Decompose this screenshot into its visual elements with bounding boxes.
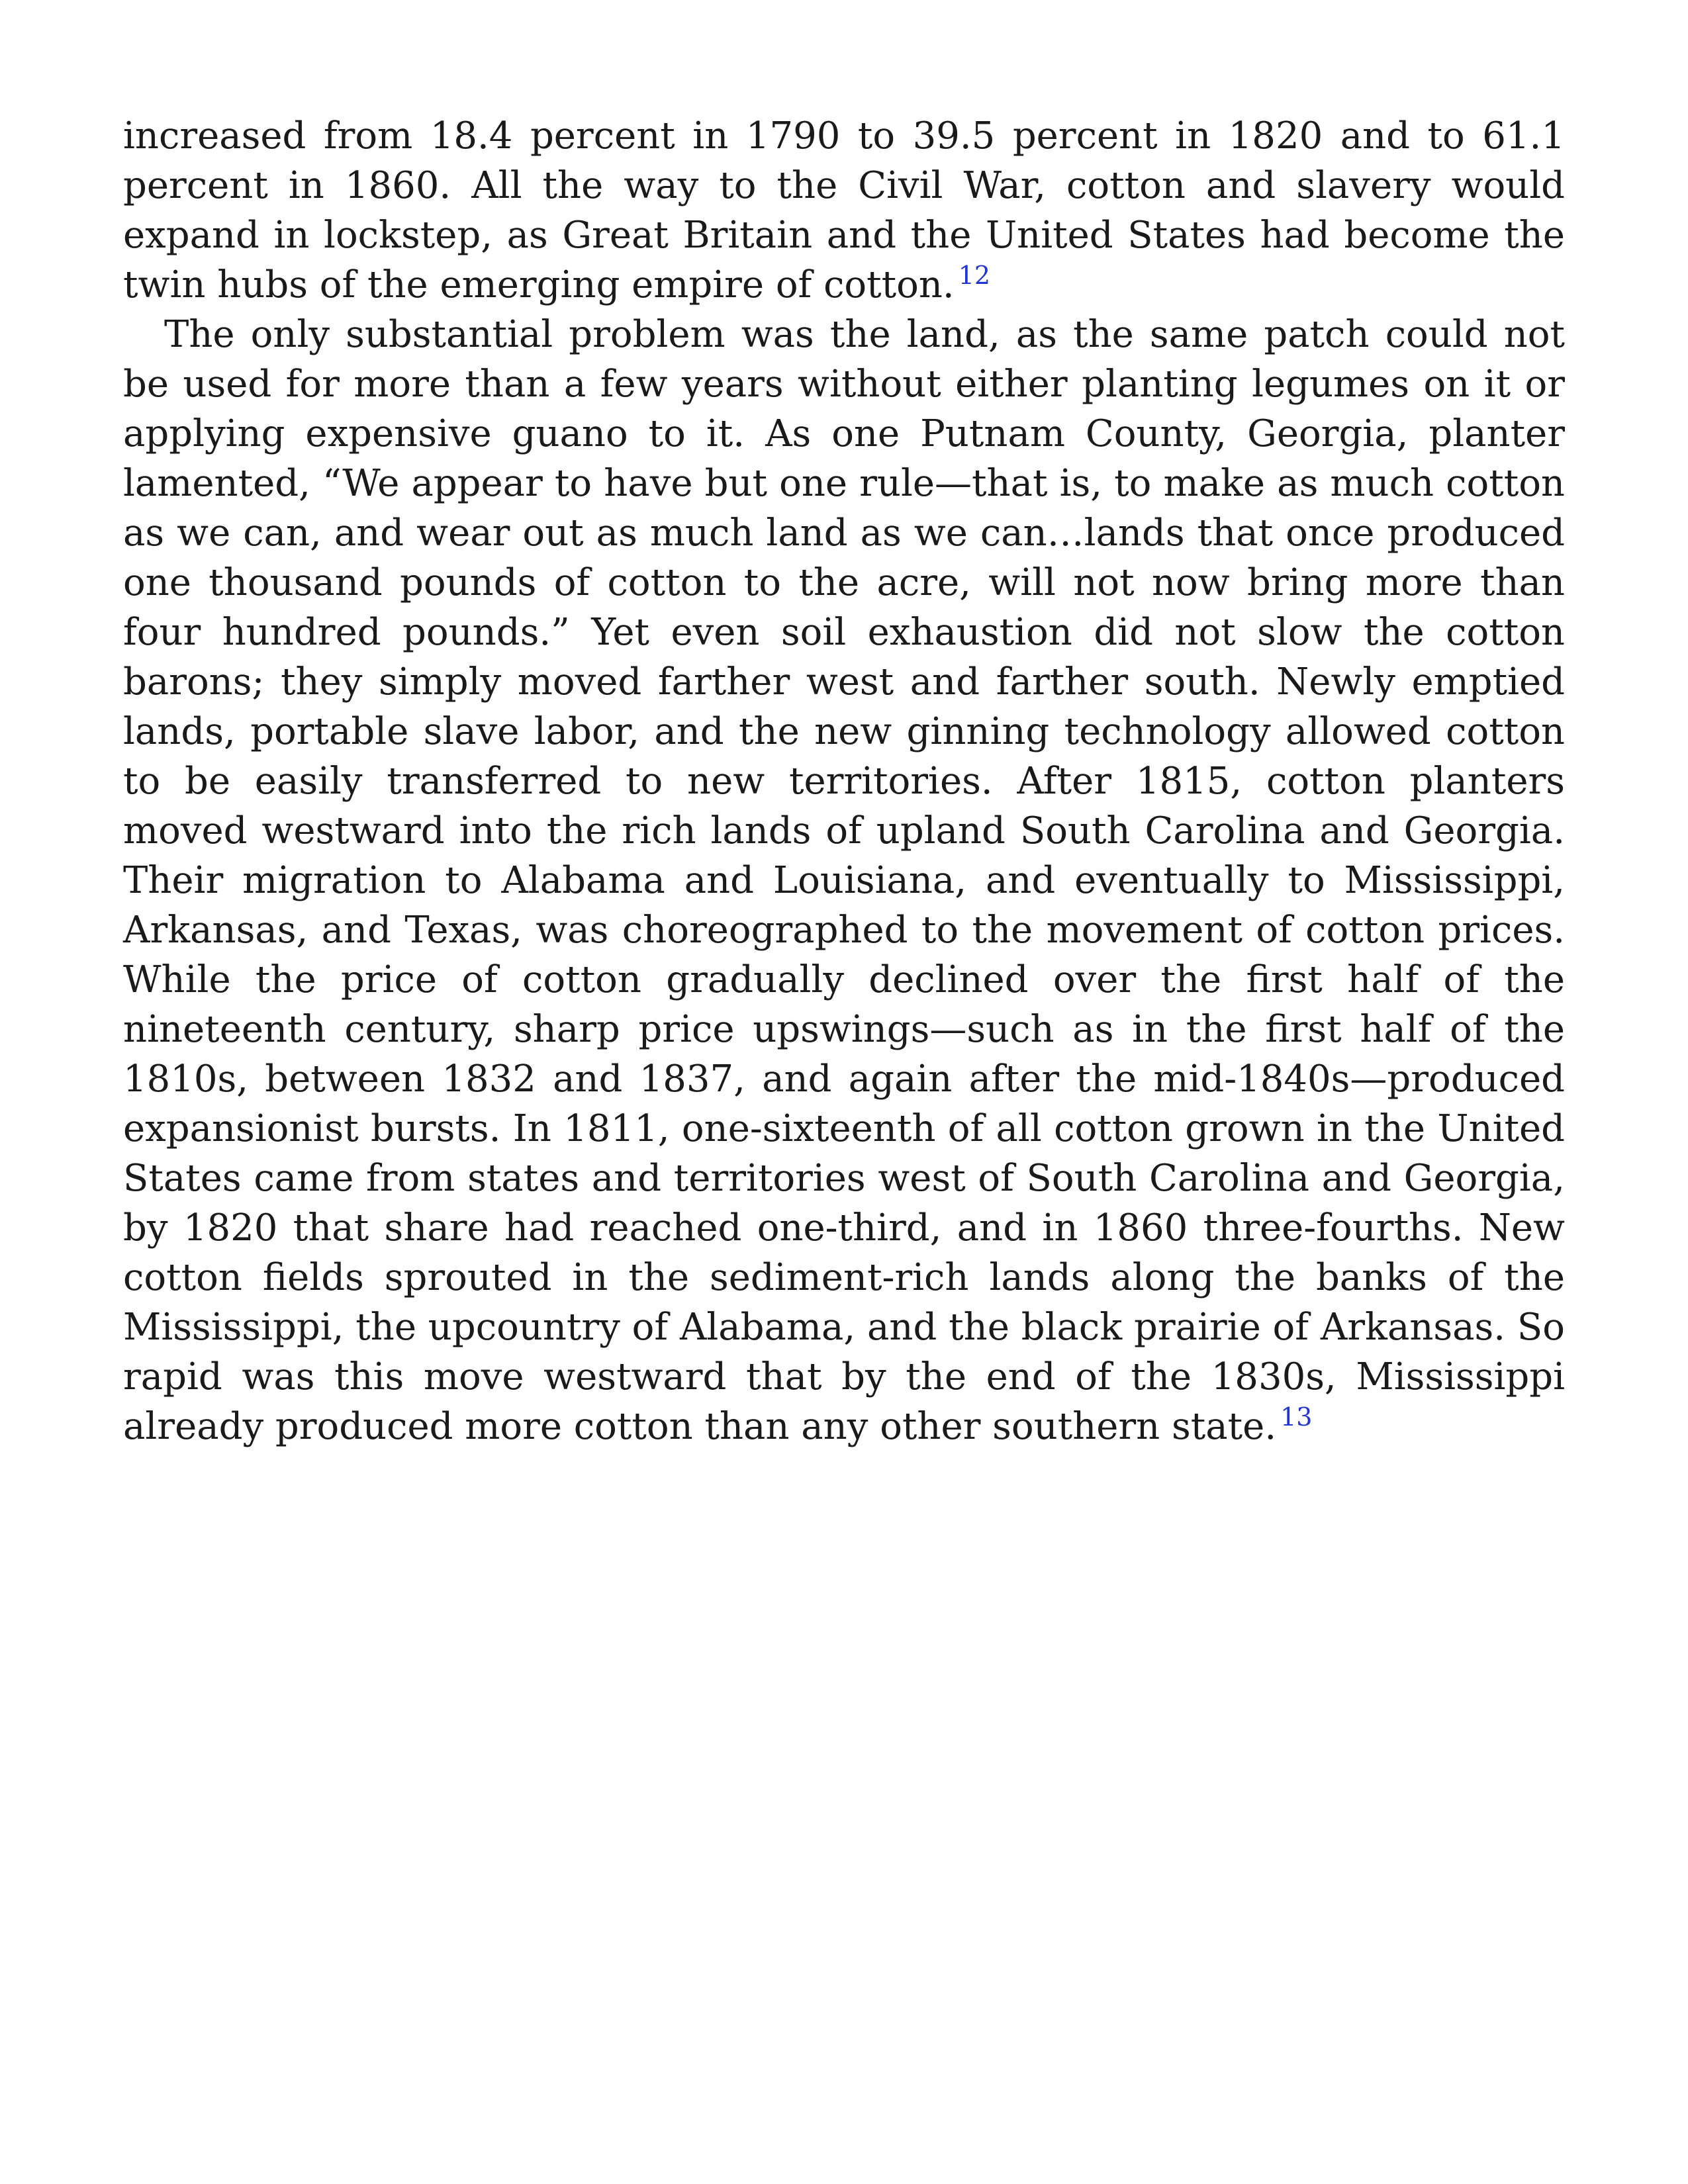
footnote-link[interactable]: 12 — [958, 261, 991, 290]
paragraph-text: The only substantial problem was the land, as the same patch could not be used for more than a few years without either planting legumes on it or applying expensive guano to it. As one Putnam County, Georgia, planter lamented, “We appear to have but one rule—that is, to make as much cotton as we can, and wear out as much land as we can…lands that once produced one thousand pounds of cotton to the acre, will not now bring more than four hundred pounds.” Yet even soil exhaustion did not slow the cotton barons; they simply moved farther west and farther south. Newly emptied lands, portable slave labor, and the new ginning technology allowed cotton to be easily transferred to new territories. After 1815, cotton planters moved westward into the rich lands of upland South Carolina and Georgia. Their migration to Alabama and Louisiana, and eventually to Mississippi, Arkansas, and Texas, was choreographed to the movement of cotton prices. While the price of cotton gradually declined over the first half of the nineteenth century, sharp price upswings—such as in the first half of the 1810s, between 1832 and 1837, and again after the mid-1840s—produced expansionist bursts. In 1811, one-sixteenth of all cotton grown in the United States came from states and territories west of South Carolina and Georgia, by 1820 that share had reached one-third, and in 1860 three-fourths. New cotton fields sprouted in the sediment-rich lands along the banks of the Mississippi, the upcountry of Alabama, and the black prairie of Arkansas. So rapid was this move westward that by the end of the 1830s, Mississippi already produced more cotton than any other southern state. — [123, 313, 1565, 1448]
paragraph-text: increased from 18.4 percent in 1790 to 39.5 percent in 1820 and to 61.1 percent in 1860. All the way to the Civil War, cotton and slavery would expand in lockstep, as Great Britain and the United States had become the twin hubs of the emerging empire of cotton. — [123, 114, 1565, 306]
paragraph-continuation — [123, 111, 1565, 310]
footnote-link[interactable]: 13 — [1280, 1402, 1313, 1432]
page-body — [123, 111, 1565, 1451]
paragraph — [123, 310, 1565, 1451]
